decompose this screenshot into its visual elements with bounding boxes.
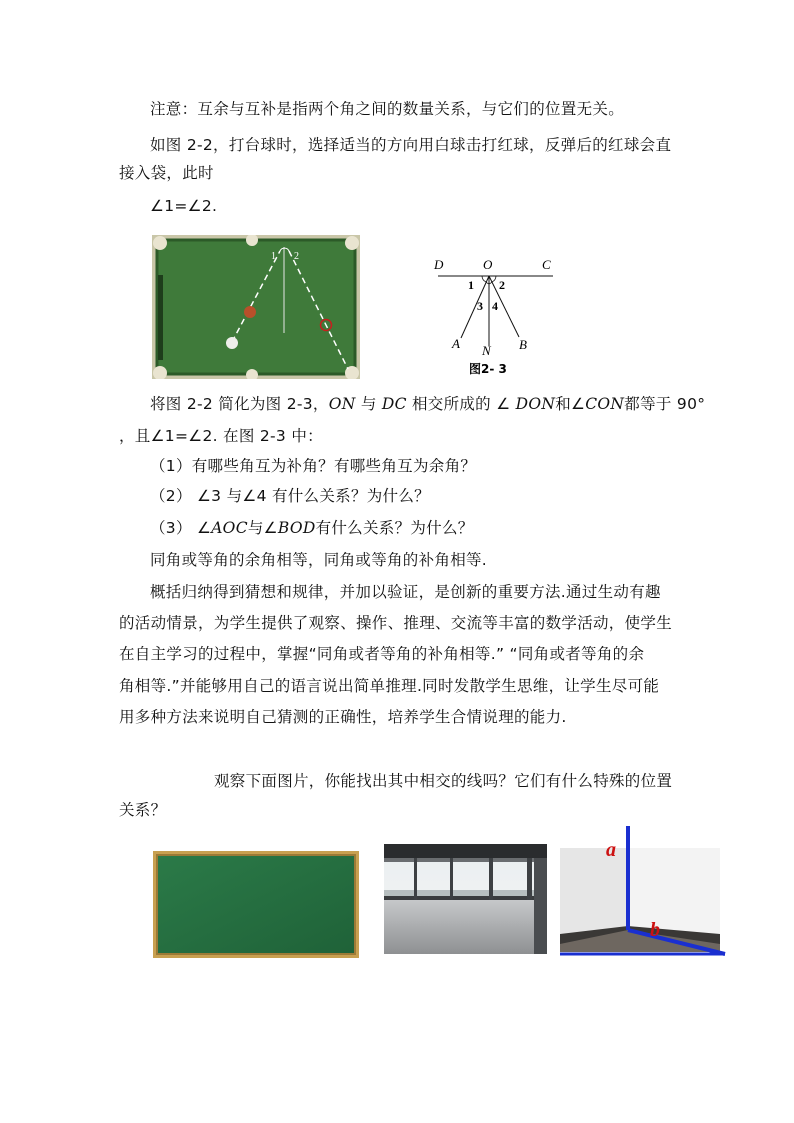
label-angle-2: 2 xyxy=(499,278,505,292)
pool-table-felt xyxy=(157,240,355,374)
observe-line-1: 观察下面图片，你能找出其中相交的线吗？它们有什么特殊的位置 xyxy=(214,772,673,790)
label-b: B xyxy=(519,337,527,352)
pool-table-cushion xyxy=(158,275,163,360)
pocket-top-left xyxy=(153,236,167,250)
angle-equality: ∠1=∠2. xyxy=(150,197,218,215)
conclusion: 同角或等角的余角相等，同角或等角的补角相等. xyxy=(150,551,488,569)
pool-label-1: 1 xyxy=(271,251,276,262)
simplify-on: ON xyxy=(328,395,356,413)
geometry-diagram xyxy=(430,252,560,378)
summary-line-1: 概括归纳得到猜想和规律，并加以验证，是创新的重要方法.通过生动有趣 xyxy=(150,583,661,601)
pocket-top-right xyxy=(345,236,359,250)
label-c: C xyxy=(542,257,551,272)
label-d: D xyxy=(434,257,444,272)
q3-text-b: 与∠ xyxy=(247,519,278,537)
q3-text-a: （3） ∠ xyxy=(150,519,212,537)
simplify-con: CON xyxy=(585,395,625,413)
white-ball xyxy=(226,337,238,349)
label-a: A xyxy=(452,336,460,351)
question-1: （1）有哪些角互为补角？有哪些角互为余角？ xyxy=(150,457,477,475)
window-floor xyxy=(384,899,547,954)
simplify-text-c: 相交所成的 ∠ xyxy=(406,395,516,413)
observe-line-2: 关系？ xyxy=(119,801,167,819)
q3-aoc: AOC xyxy=(211,519,248,537)
blackboard-surface xyxy=(158,856,354,953)
summary-line-3: 在自主学习的过程中，掌握“同角或者等角的补角相等.” “同角或者等角的余 xyxy=(119,645,645,663)
figure-caption: 图2- 3 xyxy=(469,362,507,376)
blackboard-photo xyxy=(153,851,359,958)
summary-line-2: 的活动情景，为学生提供了观察、操作、推理、交流等丰富的数学活动，使学生 xyxy=(119,614,673,632)
corner-label-a: a xyxy=(606,839,616,861)
q3-bod: BOD xyxy=(277,519,316,537)
label-angle-1: 1 xyxy=(468,278,474,292)
note-paragraph: 注意：互余与互补是指两个角之间的数量关系，与它们的位置无关。 xyxy=(150,100,625,118)
simplify-dc: DC xyxy=(381,395,407,413)
summary-line-5: 用多种方法来说明自己猜测的正确性，培养学生合情说理的能力. xyxy=(119,708,567,726)
simplify-text-e: 都等于 90° xyxy=(624,395,706,413)
pool-label-2: 2 xyxy=(294,251,299,262)
intro-line-1: 如图 2-2，打台球时，选择适当的方向用白球击打红球，反弹后的红球会直 xyxy=(150,136,672,154)
corner-photo xyxy=(560,826,730,958)
question-2: （2） ∠3 与∠4 有什么关系？为什么？ xyxy=(150,487,430,505)
simplify-text-a: 将图 2-2 简化为图 2-3， xyxy=(150,395,329,413)
label-angle-3: 3 xyxy=(477,299,483,313)
intro-line-2: 接入袋，此时 xyxy=(119,164,214,182)
simplify-line-1 xyxy=(150,394,705,414)
corner-label-b: b xyxy=(650,919,660,941)
label-n: N xyxy=(482,343,491,358)
simplify-line-2: ，且∠1=∠2. 在图 2-3 中： xyxy=(119,427,323,445)
line-oa xyxy=(461,276,489,338)
simplify-don: DON xyxy=(515,395,556,413)
window-photo xyxy=(384,844,547,954)
label-o: O xyxy=(483,257,493,272)
q3-text-c: 有什么关系？为什么？ xyxy=(315,519,474,537)
simplify-text-b: 与 xyxy=(355,395,382,413)
simplify-text-d: 和∠ xyxy=(555,395,586,413)
window-top-frame xyxy=(384,844,547,858)
question-3 xyxy=(150,518,474,538)
summary-line-4: 角相等.”并能够用自己的语言说出简单推理.同时发散学生思维，让学生尽可能 xyxy=(119,677,660,695)
pool-table-figure xyxy=(152,235,360,379)
label-angle-4: 4 xyxy=(492,299,498,313)
red-ball xyxy=(244,306,256,318)
